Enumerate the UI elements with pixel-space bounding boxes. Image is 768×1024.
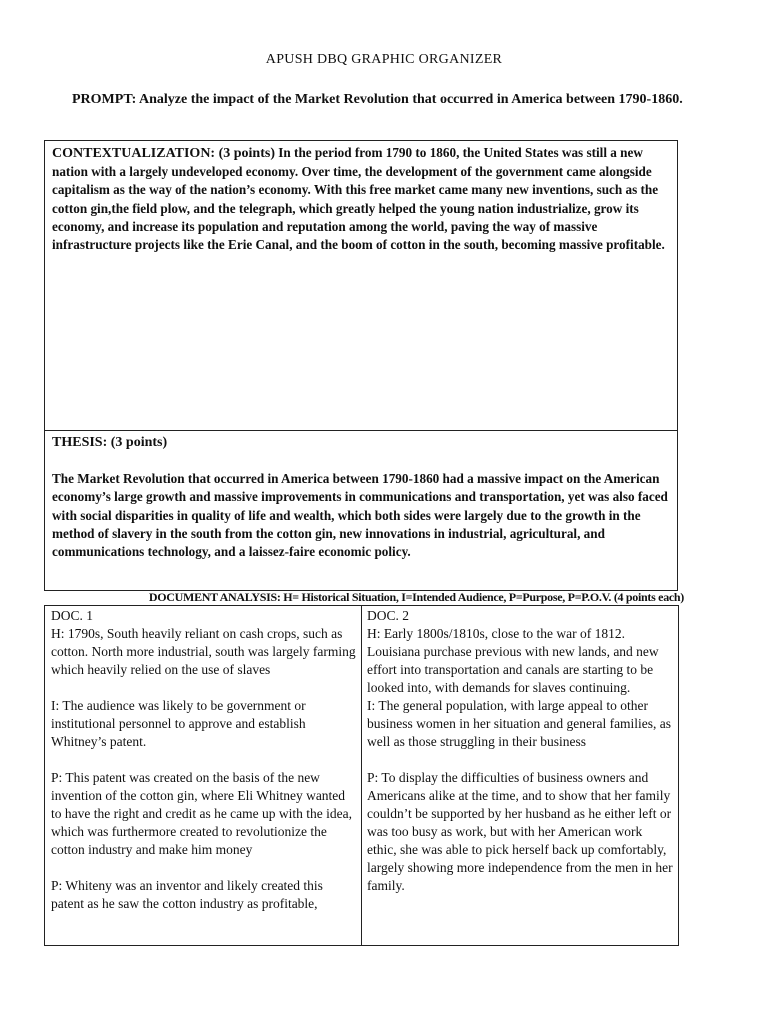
- doc1-pov: P: Whiteny was an inventor and likely created this patent as he saw the cotton industry as profitable,: [51, 878, 323, 911]
- doc1-intended-audience: I: The audience was likely to be government or institutional personnel to approve and establish Whitney’s patent.: [51, 698, 306, 749]
- document-analysis-table: [44, 605, 679, 946]
- prompt-text: PROMPT: Analyze the impact of the Market Revolution that occurred in America between 1790-1860.: [72, 92, 683, 107]
- contextualization-text: In the period from 1790 to 1860, the United States was still a new nation with a largely undeveloped economy. Over time, the development of the government came alongside capitalism as the way of the nation’s economy. With this free market came many new inventions, such as the cotton gin,the field plow, and the telegraph, which greatly helped the young nation industrialize, grow its economy, and increase its population and reputation among the world, paving the way of massive infrastructure projects like the Erie Canal, and the boom of cotton in the south, becoming massive profitable.: [52, 145, 665, 253]
- doc1-cell: [45, 606, 362, 945]
- thesis-box: [44, 430, 678, 591]
- thesis-label: THESIS: (3 points): [52, 435, 168, 450]
- doc2-label: DOC. 2: [367, 608, 410, 623]
- contextualization-label: CONTEXTUALIZATION: (3 points): [52, 146, 275, 161]
- thesis-text: The Market Revolution that occurred in America between 1790-1860 had a massive impact on the American economy’s large growth and massive improvements in communications and transportation, yet was also faced with social disparities in quality of life and wealth, which both sides were largely due to the growth in the method of slavery in the south from the cotton gin, new innovations in industrial, agricultural, and communications technology, and a laissez-faire economic policy.: [52, 471, 668, 560]
- doc2-historical-situation: H: Early 1800s/1810s, close to the war of 1812. Louisiana purchase previous with new lands, and new effort into transportation and canals are starting to be looked into, with demands for slaves continuing.: [367, 626, 659, 695]
- doc1-label: DOC. 1: [51, 608, 94, 623]
- contextualization-box: [44, 140, 678, 431]
- doc2-intended-audience: I: The general population, with large appeal to other business women in her situation and general families, as well as those struggling in their business: [367, 698, 672, 749]
- thesis-content: [45, 431, 677, 561]
- doc1-purpose: P: This patent was created on the basis of the new invention of the cotton gin, where Eli Whitney wanted to have the right and credit as he came up with the idea, which was furthermore created to revolutionize the cotton industry and make him money: [51, 770, 353, 857]
- contextualization-content: [45, 141, 677, 254]
- doc2-cell: [362, 606, 678, 945]
- doc2-purpose: P: To display the difficulties of business owners and Americans alike at the time, and to show that her family couldn’t be supported by her husband as he either left or was too busy as work, but with her American work ethic, she was able to pick herself back up comfortably, largely showing more independence from the men in her family.: [367, 770, 673, 893]
- doc1-historical-situation: H: 1790s, South heavily reliant on cash crops, such as cotton. North more industrial, south was largely farming which heavily relied on the use of slaves: [51, 626, 356, 677]
- document-analysis-header: DOCUMENT ANALYSIS: H= Historical Situation, I=Intended Audience, P=Purpose, P=P.O.V. (4 points each): [148, 590, 684, 604]
- page-title: APUSH DBQ GRAPHIC ORGANIZER: [265, 52, 503, 67]
